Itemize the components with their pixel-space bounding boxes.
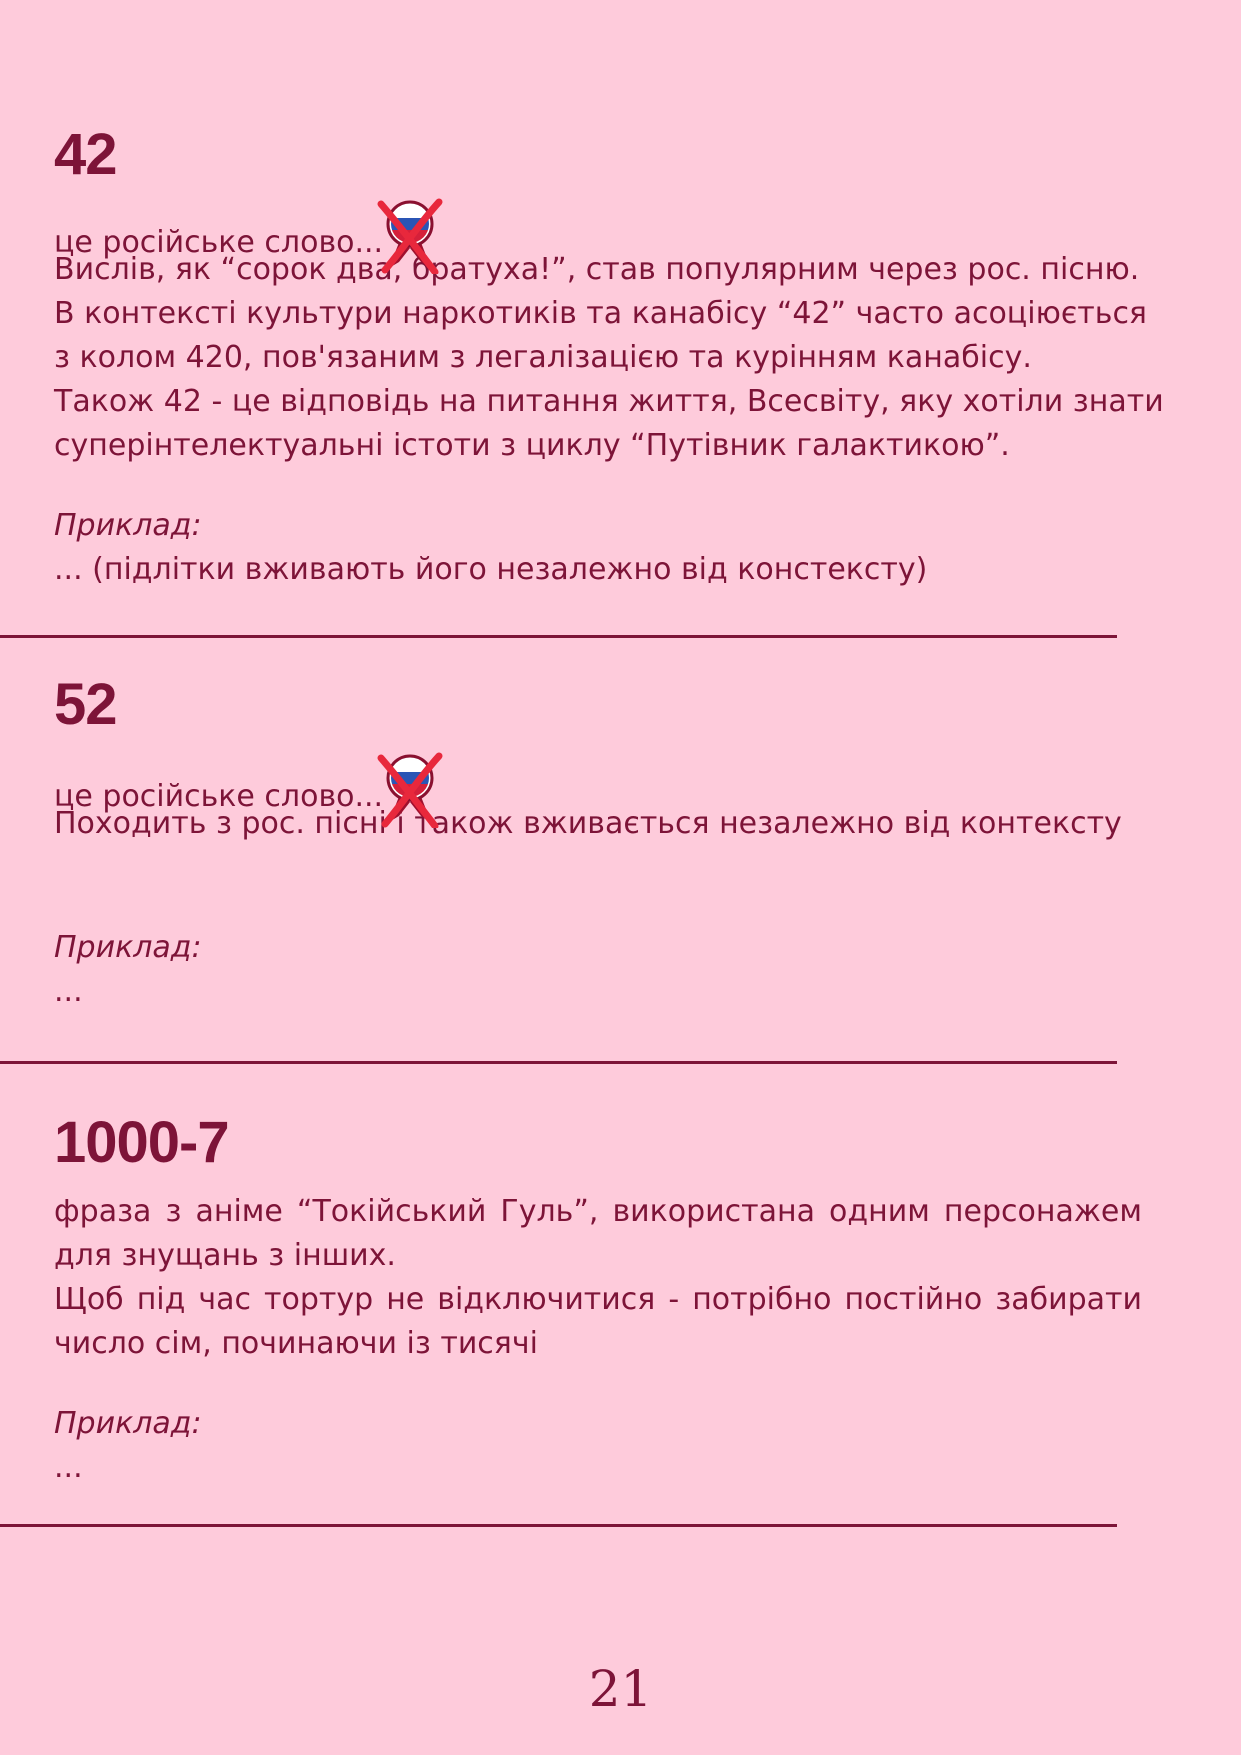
definition-line: Вислів, як “сорок два, братуха!”, став популярним через рос. пісню. xyxy=(54,252,1140,287)
section-divider xyxy=(0,635,1117,638)
example-label: Приклад: xyxy=(54,508,202,543)
definition-line xyxy=(54,1278,1142,1322)
definition-line: Походить з рос. пісні і також вживається незалежно від контексту xyxy=(54,806,1122,841)
term-title: 1000-7 xyxy=(54,1110,229,1175)
definition-text: Щоб під час тортур не відключитися - потрібно постійно забирати xyxy=(54,1282,1142,1317)
crossed-russian-flag-heart-icon xyxy=(375,758,445,836)
section-divider xyxy=(0,1524,1117,1527)
example-text: ... xyxy=(54,974,83,1009)
crossed-russian-flag-heart-icon xyxy=(375,204,445,282)
definition-line: з колом 420, пов'язаним з легалізацією та курінням канабісу. xyxy=(54,340,1032,375)
entry-52 xyxy=(54,672,1142,1014)
example-text: ... (підлітки вживають його незалежно від констексту) xyxy=(54,552,928,587)
definition-line: для знущань з інших. xyxy=(54,1238,396,1273)
definition-text: фраза з аніме “Токійський Гуль”, використана одним персонажем xyxy=(54,1194,1142,1229)
definition-text: це російське слово... xyxy=(54,225,384,260)
definition-line: суперінтелектуальні істоти з циклу “Путівник галактикою”. xyxy=(54,428,1010,463)
entry-1000-7 xyxy=(54,1110,1142,1490)
definition-line: В контексті культури наркотиків та канабісу “42” часто асоціюється xyxy=(54,296,1147,331)
example-text: ... xyxy=(54,1450,83,1485)
example-label: Приклад: xyxy=(54,930,202,965)
definition-line xyxy=(54,1190,1142,1234)
term-title: 42 xyxy=(54,122,117,187)
page-number: 21 xyxy=(588,1660,653,1718)
term-title: 52 xyxy=(54,672,117,737)
section-divider xyxy=(0,1061,1117,1064)
definition-text: це російське слово... xyxy=(54,779,384,814)
definition-line: Також 42 - це відповідь на питання життя, Всесвіту, яку хотіли знати xyxy=(54,384,1164,419)
definition-line: число сім, починаючи із тисячі xyxy=(54,1326,538,1361)
entry-42 xyxy=(54,122,1164,592)
example-label: Приклад: xyxy=(54,1406,202,1441)
